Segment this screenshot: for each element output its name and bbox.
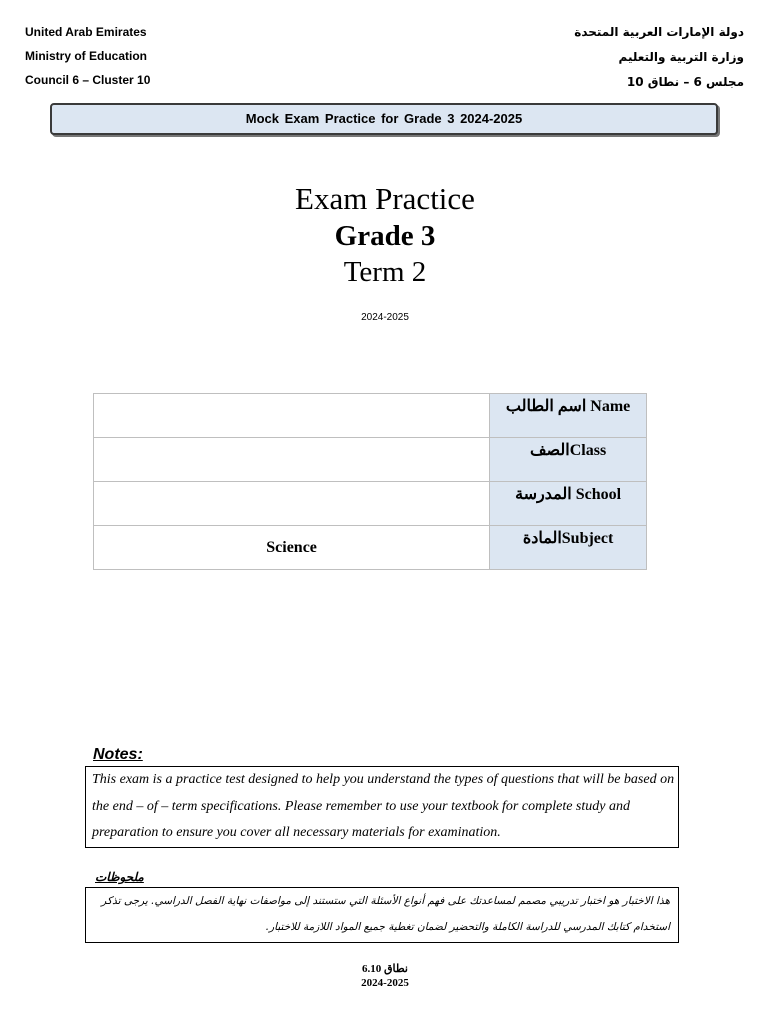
header-ministry-ar: وزارة التربية والتعليم bbox=[618, 50, 744, 64]
class-value-cell[interactable] bbox=[94, 438, 490, 482]
subject-label-cell: المادةSubject bbox=[490, 526, 647, 570]
title-year: 2024-2025 bbox=[361, 312, 409, 323]
title-term: Term 2 bbox=[343, 256, 427, 288]
title-exam-practice: Exam Practice bbox=[295, 181, 475, 216]
footer-cluster: نطاق 6.10 bbox=[362, 963, 408, 975]
table-row bbox=[94, 482, 647, 526]
header-country: United Arab Emirates bbox=[25, 25, 147, 39]
name-label-cell: اسم الطالب Name bbox=[490, 394, 647, 438]
title-block bbox=[0, 180, 770, 323]
notes-box bbox=[85, 766, 679, 848]
arabic-notes-box bbox=[85, 887, 679, 943]
header-council-ar: مجلس 6 – نطاق 10 bbox=[626, 75, 744, 89]
arabic-notes-text: هذا الاختبار هو اختبار تدريبي مصمم لمساعدتك على فهم أنواع الأسئلة التي ستستند إلى مواصفات نهاية الفصل الدراسي. يرجى تذكر استخدام كتابك المدرسي للدراسة الكاملة والتحضير لضمان تغطية جميع المواد اللازمة للاختبار. bbox=[101, 895, 670, 933]
header-country-ar: دولة الإمارات العربية المتحدة bbox=[574, 25, 744, 39]
table-row bbox=[94, 526, 647, 570]
subject-value-cell[interactable]: Science bbox=[94, 526, 490, 570]
exam-banner: Mock Exam Practice for Grade 3 2024-2025 bbox=[50, 103, 718, 135]
class-label-cell: الصفClass bbox=[490, 438, 647, 482]
arabic-notes-heading: ملحوظات bbox=[95, 870, 144, 884]
school-label-cell: المدرسة School bbox=[490, 482, 647, 526]
footer-year: 2024-2025 bbox=[361, 977, 409, 989]
header-arabic bbox=[574, 20, 744, 95]
notes-text: This exam is a practice test designed to help you understand the types of questions that will be based on the end – of – term specifications. Please remember to use your textbook for complete study and preparation to ensure you cover all necessary materials for examination. bbox=[92, 772, 675, 840]
header-english bbox=[25, 20, 150, 92]
student-info-table bbox=[93, 393, 647, 570]
notes-heading: Notes: bbox=[93, 746, 143, 763]
table-row bbox=[94, 394, 647, 438]
name-value-cell[interactable] bbox=[94, 394, 490, 438]
header-council: Council 6 – Cluster 10 bbox=[25, 73, 151, 87]
school-value-cell[interactable] bbox=[94, 482, 490, 526]
table-row bbox=[94, 438, 647, 482]
header-ministry: Ministry of Education bbox=[25, 49, 148, 63]
page-footer bbox=[0, 962, 770, 990]
title-grade: Grade 3 bbox=[334, 220, 436, 252]
